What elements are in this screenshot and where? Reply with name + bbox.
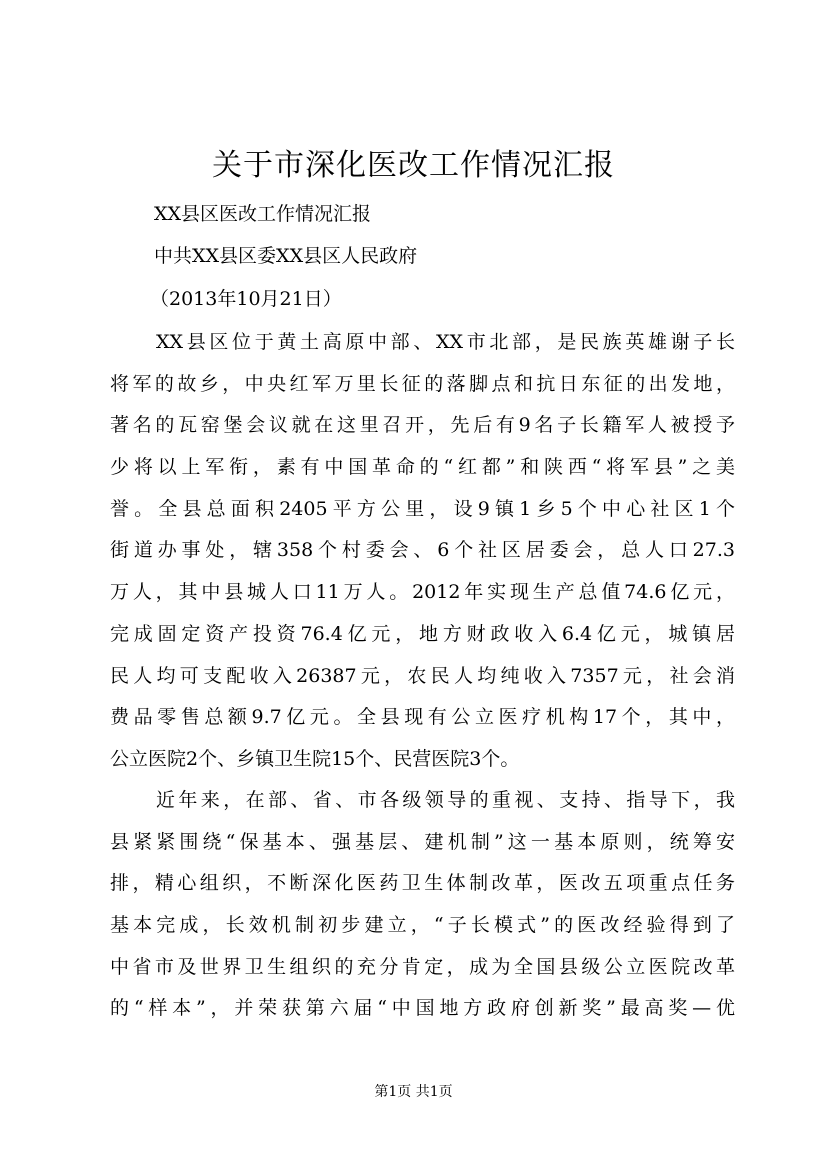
paragraph-line: 完成固定资产投资76.4亿元，地方财政收入6.4亿元，城镇居 (110, 622, 735, 645)
paragraph-line: 费品零售总额9.7亿元。全县现有公立医疗机构17个，其中， (110, 706, 735, 729)
document-date: （2013年10月21日） (150, 288, 342, 310)
paragraph-line: 排，精心组织，不断深化医药卫生体制改革，医改五项重点任务 (110, 872, 735, 895)
paragraph-line: 中省市及世界卫生组织的充分肯定，成为全国县级公立医院改革 (110, 955, 735, 978)
document-title: 关于市深化医改工作情况汇报 (212, 148, 615, 183)
paragraph-2 (110, 780, 735, 1030)
paragraph-line: 街道办事处，辖358个村委会、6个社区居委会，总人口27.3 (110, 539, 735, 562)
paragraph-line: XX县区位于黄土高原中部、XX市北部，是民族英雄谢子长 (156, 331, 735, 353)
paragraph-line: 近年来，在部、省、市各级领导的重视、支持、指导下，我 (156, 789, 735, 811)
document-issuer: 中共XX县区委XX县区人民政府 (154, 245, 418, 267)
paragraph-1 (110, 322, 735, 781)
paragraph-line: 基本完成，长效机制初步建立，“子长模式”的医改经验得到了 (110, 914, 735, 937)
paragraph-line: 著名的瓦窑堡会议就在这里召开，先后有9名子长籍军人被授予 (110, 414, 735, 437)
paragraph-line: 的“样本”，并荣获第六届“中国地方政府创新奖”最高奖—优 (110, 997, 735, 1020)
document-subtitle: XX县区医改工作情况汇报 (154, 203, 372, 225)
page-number: 第1页 共1页 (374, 1084, 453, 1100)
paragraph-line: 民人均可支配收入26387元，农民人均纯收入7357元，社会消 (110, 664, 735, 687)
paragraph-line: 公立医院2个、乡镇卫生院15个、民营医院3个。 (110, 747, 520, 770)
paragraph-line: 县紧紧围绕“保基本、强基层、建机制”这一基本原则，统筹安 (110, 830, 735, 853)
paragraph-line: 将军的故乡，中央红军万里长征的落脚点和抗日东征的出发地， (110, 372, 735, 395)
paragraph-line: 誉。全县总面积2405平方公里，设9镇1乡5个中心社区1个 (110, 497, 735, 520)
paragraph-line: 万人，其中县城人口11万人。2012年实现生产总值74.6亿元， (110, 581, 735, 604)
paragraph-line: 少将以上军衔，素有中国革命的“红都”和陕西“将军县”之美 (110, 456, 735, 479)
